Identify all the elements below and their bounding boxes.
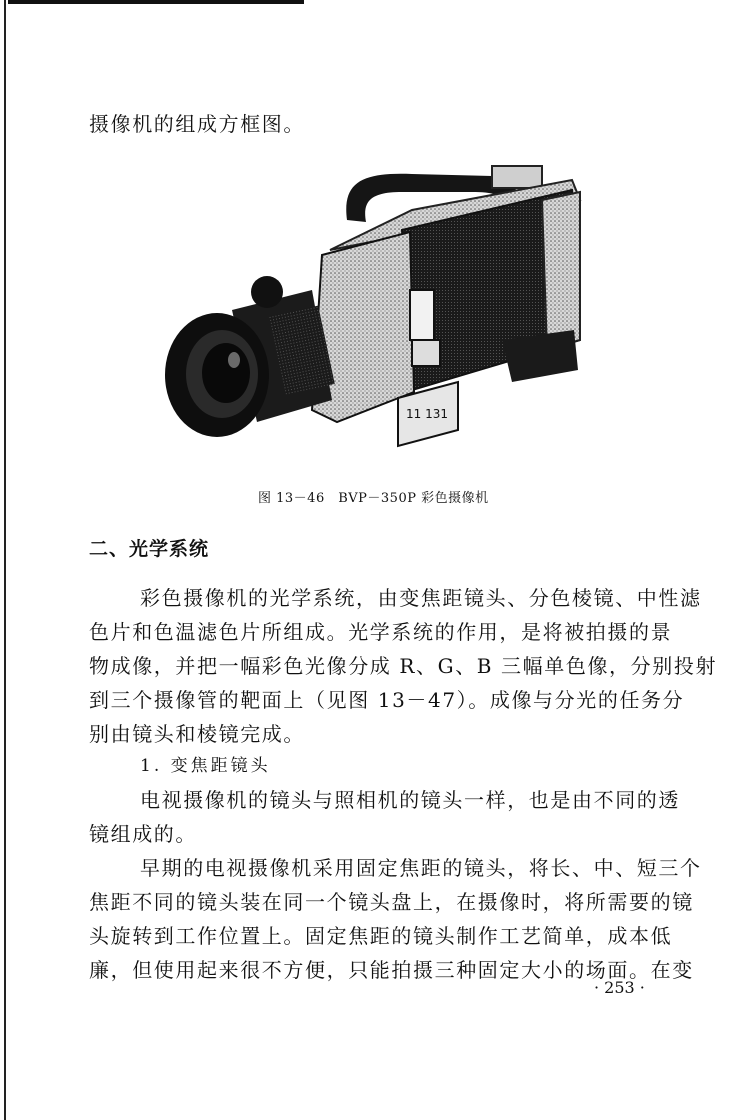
section-heading: 二、光学系统 [89, 538, 210, 560]
paragraph-line: 焦距不同的镜头装在同一个镜头盘上，在摄像时，将所需要的镜 [89, 890, 694, 914]
paragraph-line: 到三个摄像管的靶面上（见图 13－47）。成像与分光的任务分 [89, 688, 685, 712]
page-edge [4, 0, 6, 1120]
camera-photo [162, 160, 582, 460]
page-number: · 253 · [594, 978, 645, 997]
paragraph-line: 电视摄像机的镜头与照相机的镜头一样，也是由不同的透 [140, 788, 680, 812]
paragraph-line: 头旋转到工作位置上。固定焦距的镜头制作工艺简单，成本低 [89, 924, 673, 948]
paragraph-line: 镜组成的。 [89, 822, 197, 846]
panel-text: 11 131 [406, 407, 448, 421]
paragraph-line: 色片和色温滤色片所组成。光学系统的作用，是将被拍摄的景 [89, 620, 673, 644]
paragraph-line: 别由镜头和棱镜完成。 [89, 722, 305, 746]
top-rule [8, 0, 304, 4]
subsection-heading: 1. 变焦距镜头 [140, 756, 271, 776]
paragraph-line: 早期的电视摄像机采用固定焦距的镜头，将长、中、短三个 [140, 856, 702, 880]
intro-line: 摄像机的组成方框图。 [89, 112, 305, 136]
paragraph-line: 廉，但使用起来很不方便，只能拍摄三种固定大小的场面。在变 [89, 958, 694, 982]
paragraph-line: 彩色摄像机的光学系统，由变焦距镜头、分色棱镜、中性滤 [140, 586, 702, 610]
paragraph-line: 物成像，并把一幅彩色光像分成 R、G、B 三幅单色像，分别投射 [89, 654, 718, 678]
figure-caption: 图 13－46 BVP－350P 彩色摄像机 [258, 491, 489, 506]
